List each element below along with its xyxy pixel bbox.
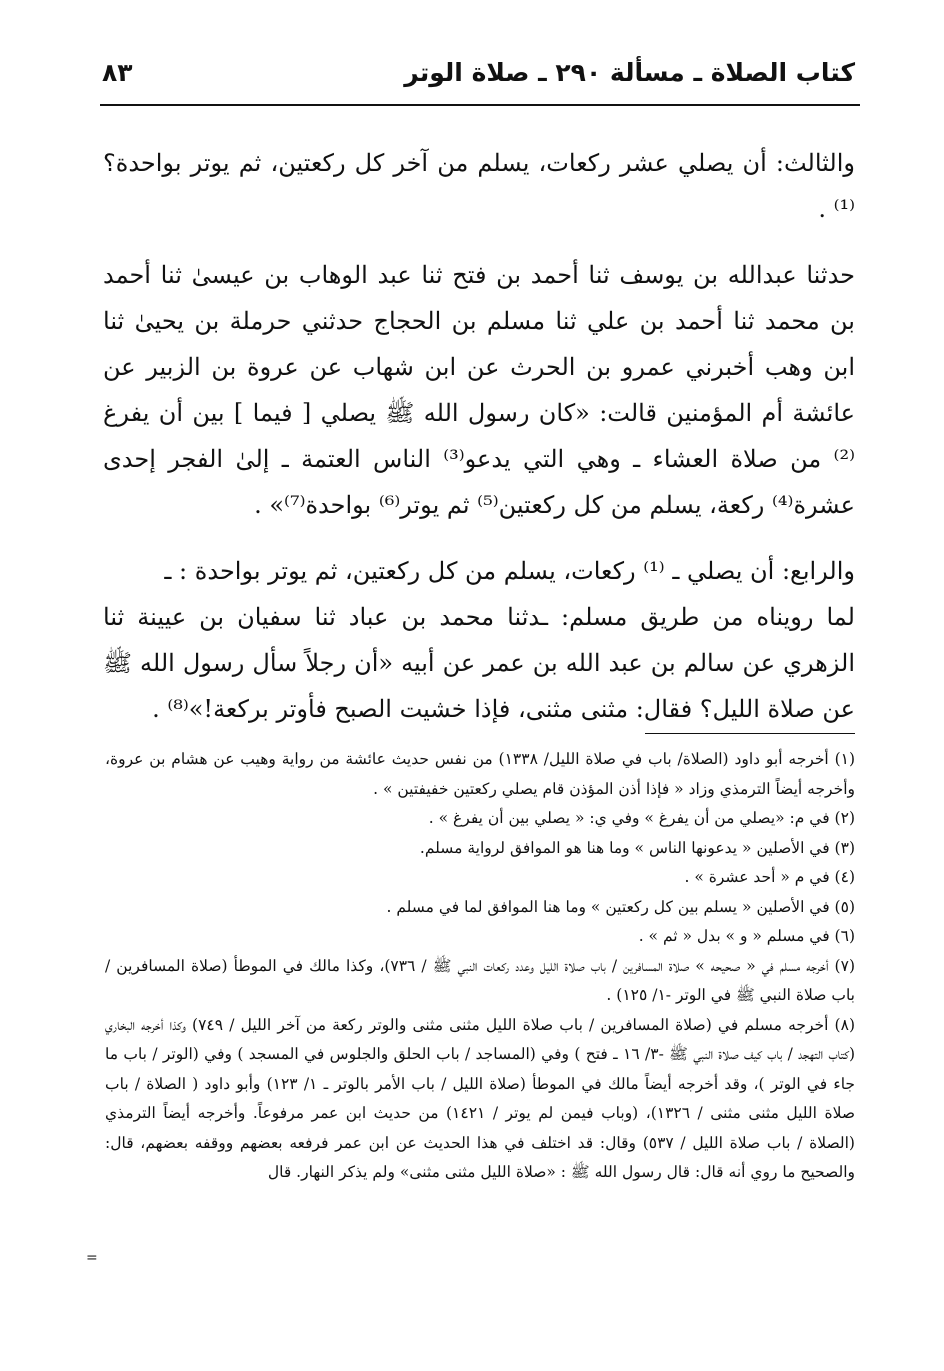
paragraph-hadith-aisha: حدثنا عبدالله بن يوسف ثنا أحمد بن فتح ثنا عبد الوهاب بن عيسىٰ ثنا أحمد بن محمد ثنا أحمد بن علي ثنا مسلم بن الحجاج حدثني حرملة بن يحيىٰ ثنا ابن وهب أخبرني عمرو بن الحرث عن ابن شهاب عن عروة بن الزبير عن عائشة أم المؤمنين قالت: «كان رسول الله ﷺ يصلي [ فيما ] بين أن يفرغ ⁽²⁾ من صلاة العشاء ـ وهي التي يدعو⁽³⁾ الناس العتمة ـ إلىٰ الفجر إحدى عشرة⁽⁴⁾ ركعة، يسلم من كل ركعتين⁽⁵⁾ ثم يوتر⁽⁶⁾ بواحدة⁽⁷⁾» . [103, 261, 855, 519]
main-text [103, 140, 855, 752]
footnotes [105, 745, 855, 1188]
running-header-title: كتاب الصلاة ـ مسألة ٢٩٠ ـ صلاة الوتر [404, 58, 855, 87]
footnote-divider [645, 733, 855, 734]
footnote-8: (٨) أخرجه مسلم في (صلاة المسافرين / باب صلاة الليل مثنى مثنى والوتر ركعة من آخر الليل / ٧٤٩) وكذا أخرجه البخاري (كتاب التهجد / باب كيف صلاة النبي ﷺ -٣/ ١٦ ـ فتح ) وفي (المساجد / باب الحلق والجلوس في المسجد ) وفي (الوتر / باب ما جاء في الوتر )، وقد أخرجه أيضاً مالك في الموطأ (صلاة الليل / باب الأمر بالوتر ـ ١/ ١٢٣) وأبو داود ( الصلاة / باب صلاة الليل مثنى مثنى / ١٣٢٦)، (وباب فيمن لم يوتر / ١٤٢١) من حديث ابن عمر مرفوعاً. وأخرجه أيضاً الترمذي (الصلاة / باب صلاة الليل / ٥٣٧) وقال: قد اختلف في هذا الحديث عن ابن عمر فرفعه بعضهم ووقفه بعضهم، قال: والصحيح ما روي أنه قال: قال رسول الله ﷺ : «صلاة الليل مثنى مثنى» ولم يذكر النهار. قال [105, 1015, 856, 1181]
page-number: ٨٣ [102, 58, 133, 87]
footnote-3: (٣) في الأصلين « يدعونها الناس » وما هنا هو الموافق لرواية مسلم. [419, 838, 855, 857]
continuation-mark: = [86, 1250, 98, 1266]
footnote-2: (٢) في م: «يصلي من أن يفرغ » وفي ي: « يصلي بين أن يفرغ » . [428, 809, 855, 827]
footnote-1: (١) أخرجه أبو داود (الصلاة/ باب في صلاة الليل/ ١٣٣٨) من نفس حديث عائشة من رواية وهيب عن هشام بن عروة، وأخرجه أيضاً الترمذي وزاد « فإذا أذن المؤذن قام يصلي ركعتين خفيفتين » . [105, 750, 856, 798]
header-divider [100, 104, 860, 106]
footnote-6: (٦) في مسلم « و » بدل « ثم » . [638, 927, 855, 945]
paragraph-third-method: والثالث: أن يصلي عشر ركعات، يسلم من آخر كل ركعتين، ثم يوتر بواحدة؟⁽¹⁾ . [103, 149, 855, 223]
running-header [100, 54, 855, 102]
paragraph-fourth-method: والرابع: أن يصلي ـ ⁽¹⁾ ركعات، يسلم من كل ركعتين، ثم يوتر بواحدة : ـ [164, 557, 855, 585]
footnote-5: (٥) في الأصلين « يسلم بين كل ركعتين » وما هنا الموافق لما في مسلم . [386, 897, 855, 916]
paragraph-hadith-ibn-umar: لما رويناه من طريق مسلم: ـدثنا محمد بن عباد ثنا سفيان بن عيينة ثنا الزهري عن سالم بن عبد الله بن عمر عن أبيه «أن رجلاً سأل رسول الله ﷺ عن صلاة الليل؟ فقال: مثنى مثنى، فإذا خشيت الصبح فأوتر بركعة!»⁽⁸⁾ . [103, 603, 855, 723]
footnote-7: (٧) أخرجه مسلم في « صحيحه » صلاة المسافرين / باب صلاة الليل وعدد ركعات النبي ﷺ / ٧٣٦)، وكذا مالك في الموطأ (صلاة المسافرين / باب صلاة النبي ﷺ في الوتر -١/ ١٢٥) . [105, 956, 855, 1004]
footnote-4: (٤) في م « أحد عشرة » . [684, 868, 855, 886]
